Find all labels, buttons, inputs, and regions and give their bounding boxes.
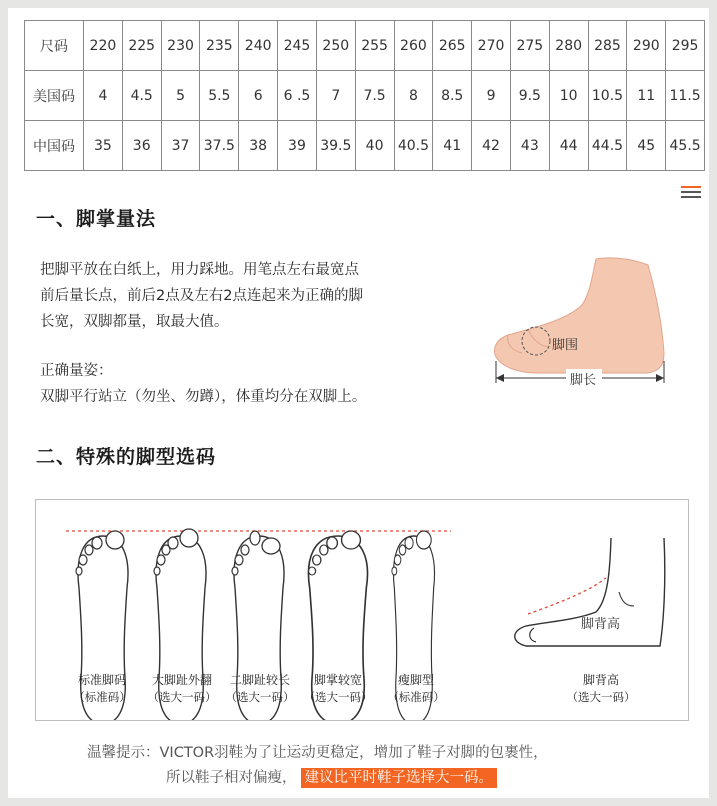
size-cell: 250 bbox=[316, 21, 355, 71]
foot-type-caption: 大脚趾外翻 （选大一码） bbox=[147, 673, 217, 704]
girth-label: 脚围 bbox=[552, 338, 579, 353]
size-cell: 275 bbox=[510, 21, 549, 71]
size-cell: 10.5 bbox=[588, 71, 627, 121]
menu-icon[interactable] bbox=[681, 186, 701, 200]
size-cell: 40.5 bbox=[394, 121, 433, 171]
tip-line-2 bbox=[166, 766, 497, 787]
size-cell: 4 bbox=[84, 71, 123, 121]
length-label: 脚长 bbox=[570, 373, 597, 388]
size-cell: 225 bbox=[122, 21, 161, 71]
size-cell: 290 bbox=[627, 21, 666, 71]
size-cell: 11 bbox=[627, 71, 666, 121]
size-cell: 235 bbox=[200, 21, 239, 71]
size-cell: 45 bbox=[627, 121, 666, 171]
size-cell: 5 bbox=[161, 71, 200, 121]
size-cell: 39 bbox=[278, 121, 317, 171]
size-cell: 9.5 bbox=[510, 71, 549, 121]
instep-figure bbox=[515, 538, 665, 646]
posture-text: 双脚平行站立（勿坐、勿蹲），体重均分在双脚上。 bbox=[40, 389, 367, 405]
size-cell: 230 bbox=[161, 21, 200, 71]
size-cell: 40 bbox=[355, 121, 394, 171]
size-row bbox=[25, 121, 705, 171]
size-cell: 245 bbox=[278, 21, 317, 71]
size-row-label: 中国码 bbox=[25, 121, 84, 171]
size-cell: 220 bbox=[84, 21, 123, 71]
size-cell: 7 bbox=[316, 71, 355, 121]
measure-line: 长宽，双脚都量，取最大值。 bbox=[40, 314, 229, 330]
foot-type-caption: 瘦脚型 （标准码） bbox=[387, 673, 445, 704]
size-cell: 10 bbox=[549, 71, 588, 121]
size-cell: 8.5 bbox=[433, 71, 472, 121]
tip-line-1: 温馨提示：VICTOR羽鞋为了让运动更稳定，增加了鞋子对脚的包裹性， bbox=[87, 745, 548, 761]
size-table bbox=[24, 20, 705, 171]
instep-figure-label: 脚背高 bbox=[581, 617, 621, 632]
section2-title: 二、特殊的脚型选码 bbox=[36, 446, 217, 468]
size-cell: 36 bbox=[122, 121, 161, 171]
size-cell: 44.5 bbox=[588, 121, 627, 171]
size-cell: 42 bbox=[472, 121, 511, 171]
size-cell: 11.5 bbox=[666, 71, 705, 121]
size-cell: 41 bbox=[433, 121, 472, 171]
size-cell: 285 bbox=[588, 21, 627, 71]
foot-measure-figure bbox=[478, 253, 678, 403]
foot-type-caption: 标准脚码 （标准码） bbox=[73, 673, 131, 704]
size-cell: 38 bbox=[239, 121, 278, 171]
size-cell: 37 bbox=[161, 121, 200, 171]
size-row bbox=[25, 21, 705, 71]
instep-caption: 脚背高 （选大一码） bbox=[566, 673, 636, 704]
size-cell: 240 bbox=[239, 21, 278, 71]
size-cell: 270 bbox=[472, 21, 511, 71]
size-cell: 4.5 bbox=[122, 71, 161, 121]
size-cell: 260 bbox=[394, 21, 433, 71]
size-cell: 6 bbox=[239, 71, 278, 121]
size-cell: 39.5 bbox=[316, 121, 355, 171]
size-cell: 7.5 bbox=[355, 71, 394, 121]
measure-line: 把脚平放在白纸上，用力踩地。用笔点左右最宽点 bbox=[40, 262, 359, 278]
size-cell: 5.5 bbox=[200, 71, 239, 121]
size-cell: 8 bbox=[394, 71, 433, 121]
size-cell: 255 bbox=[355, 21, 394, 71]
foot-type-caption: 脚掌较宽 （选大一码） bbox=[303, 673, 373, 704]
size-cell: 44 bbox=[549, 121, 588, 171]
size-cell: 9 bbox=[472, 71, 511, 121]
size-row-label: 尺码 bbox=[25, 21, 84, 71]
size-cell: 280 bbox=[549, 21, 588, 71]
foot-type-caption: 二脚趾较长 （选大一码） bbox=[225, 673, 295, 704]
size-row-label: 美国码 bbox=[25, 71, 84, 121]
size-cell: 37.5 bbox=[200, 121, 239, 171]
tip-highlight: 建议比平时鞋子选择大一码。 bbox=[301, 768, 498, 788]
section1-title: 一、脚掌量法 bbox=[36, 208, 157, 230]
tip-plain: 所以鞋子相对偏瘦， bbox=[166, 770, 297, 786]
size-cell: 35 bbox=[84, 121, 123, 171]
foot-types-panel bbox=[35, 499, 689, 721]
size-cell: 295 bbox=[666, 21, 705, 71]
size-cell: 43 bbox=[510, 121, 549, 171]
size-cell: 45.5 bbox=[666, 121, 705, 171]
posture-title: 正确量姿： bbox=[40, 363, 113, 379]
size-cell: 265 bbox=[433, 21, 472, 71]
size-cell: 6 .5 bbox=[278, 71, 317, 121]
size-row bbox=[25, 71, 705, 121]
measure-paragraph bbox=[40, 257, 450, 335]
posture-paragraph bbox=[40, 358, 450, 410]
page bbox=[8, 8, 709, 798]
measure-line: 前后量长点，前后2点及左右2点连起来为正确的脚 bbox=[40, 288, 363, 304]
